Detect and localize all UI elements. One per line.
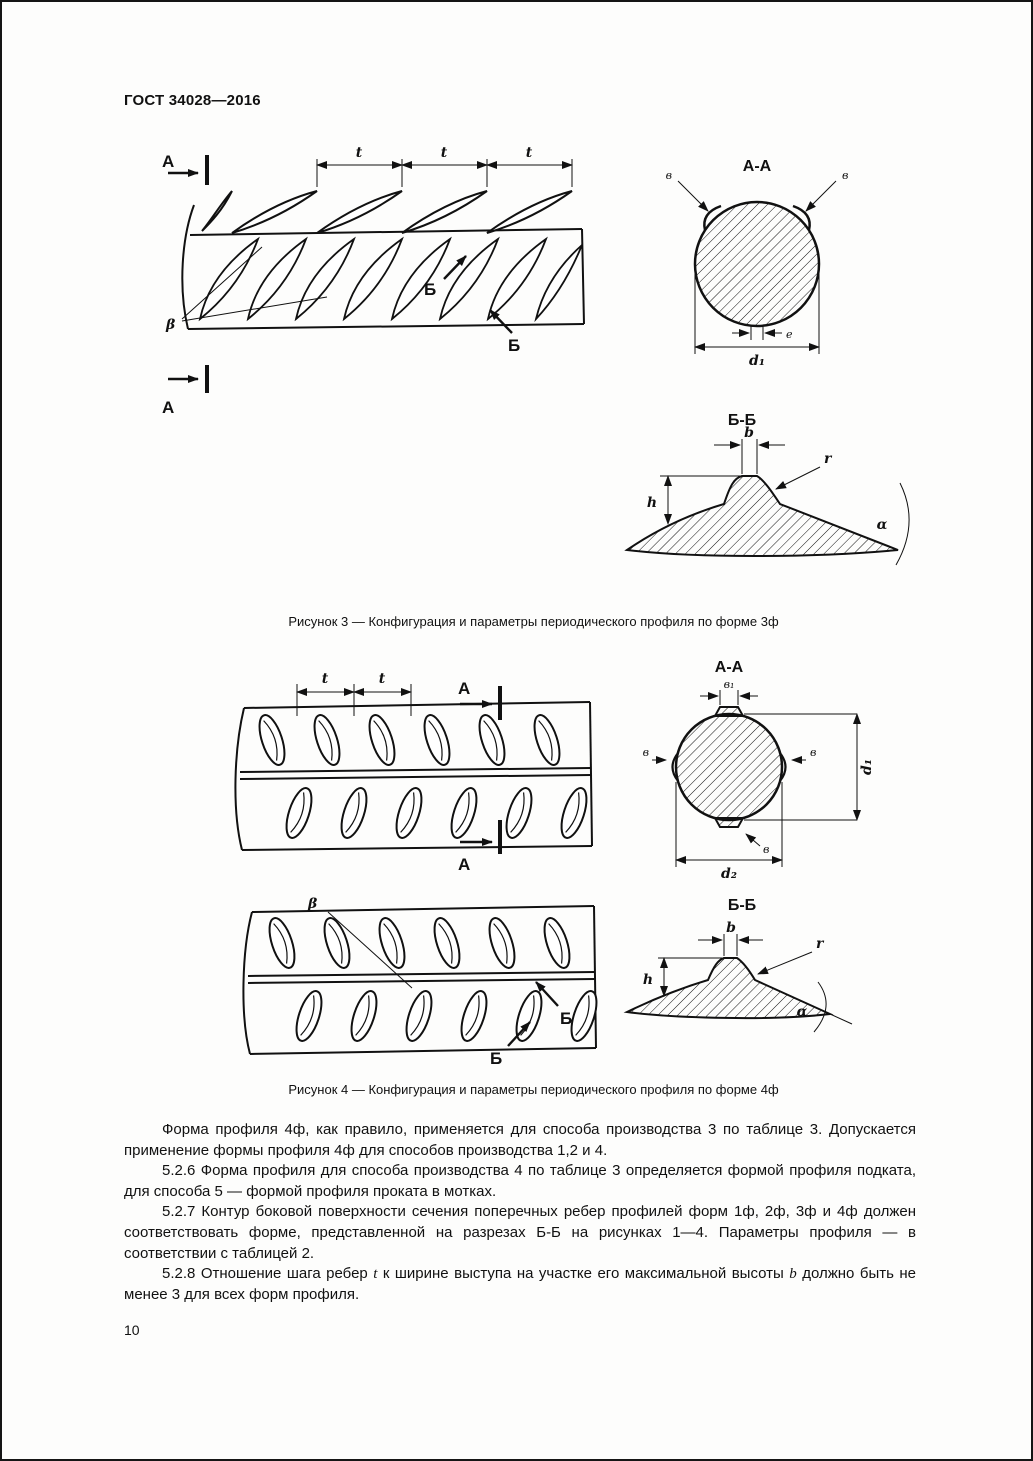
label-beta-fig4: β — [308, 896, 318, 912]
bar-cross-section-fig4 — [676, 714, 782, 820]
paragraph-5-2-8 — [124, 1264, 916, 1305]
label-v-right: в — [842, 169, 849, 182]
label-h-fig3: h — [646, 495, 658, 511]
var-b: b — [789, 1266, 797, 1283]
label-h-fig4: h — [642, 972, 654, 988]
section-marker-a-top — [162, 152, 207, 185]
paragraph-5-2-8-text: 5.2.8 Отношение шага ребер — [162, 1265, 374, 1283]
label-d1-fig3: d₁ — [749, 353, 765, 369]
label-r-fig4: r — [816, 936, 824, 952]
label-b-2: Б — [508, 336, 521, 355]
label-b-2-fig4: Б — [560, 1009, 573, 1028]
label-d1-fig4: d₁ — [859, 759, 875, 775]
label-beta-fig3: β — [166, 317, 176, 333]
section-a-a-title-fig4: А-А — [714, 659, 744, 676]
elliptical-ribs-lower — [281, 785, 591, 841]
var-t: t — [373, 1266, 378, 1283]
label-b-1: Б — [424, 280, 437, 299]
section-b-b-fig4 — [627, 897, 852, 1032]
label-t-3: t — [525, 145, 533, 161]
section-b-b-fig3 — [627, 412, 909, 565]
figure3-drawing — [112, 127, 922, 587]
rebar-side-view-fig4 — [243, 906, 601, 1054]
label-t-4: t — [321, 671, 329, 687]
label-v-right-fig4: в — [810, 746, 817, 759]
document-header: ГОСТ 34028—2016 — [124, 92, 261, 109]
bar-bottom-edge — [188, 324, 584, 329]
label-v1: в₁ — [723, 678, 735, 691]
longitudinal-rib-bottom — [715, 818, 743, 827]
label-r-fig3: r — [824, 451, 832, 467]
label-a-bottom: А — [162, 398, 175, 417]
label-b-1-fig4: Б — [490, 1049, 503, 1068]
page-number: 10 — [124, 1322, 140, 1338]
label-v-left-fig4: в — [642, 746, 649, 759]
elliptical-ribs-lower-2 — [291, 988, 601, 1044]
elliptical-ribs-upper-2 — [264, 915, 574, 971]
section-a-a-fig4 — [643, 659, 875, 882]
paragraph-intro: Форма профиля 4ф, как правило, применяется для способа производства 3 по таблице 3. Допускается применение формы профиля 4ф для способов производства 1,2 и 4. — [124, 1121, 916, 1159]
longitudinal-rib-line — [240, 775, 591, 779]
bar-right-edge — [582, 229, 584, 324]
label-alpha-fig3: α — [876, 517, 888, 533]
label-t-1: t — [355, 145, 363, 161]
dimension-t-fig3 — [317, 145, 572, 187]
top-crescent-ribs — [202, 191, 572, 233]
figure4-caption: Рисунок 4 — Конфигурация и параметры периодического профиля по форме 4ф — [288, 1082, 779, 1097]
paragraph-5-2-6: 5.2.6 Форма профиля для способа производства 4 по таблице 3 определяется формой профиля подката, для способа 5 — формой профиля проката в мотках. — [124, 1162, 916, 1200]
paragraph-5-2-8-text: к ширине выступа на участке его максимальной высоты — [377, 1265, 790, 1283]
section-a-a-fig3 — [666, 158, 849, 369]
label-alpha-fig4: α — [796, 1004, 808, 1020]
figure3-caption: Рисунок 3 — Конфигурация и параметры периодического профиля по форме 3ф — [288, 614, 779, 629]
label-b-dim-fig3: b — [744, 425, 754, 441]
section-marker-a-bottom — [162, 365, 207, 417]
section-b-b-title-fig4: Б-Б — [727, 897, 757, 914]
longitudinal-rib-line — [248, 972, 595, 976]
section-a-a-title: А-А — [742, 158, 772, 175]
longitudinal-rib-top — [715, 707, 743, 716]
label-v-bottom-fig4: в — [763, 843, 770, 856]
label-b-dim-fig4: b — [726, 920, 736, 936]
label-a-top-fig4: А — [458, 679, 471, 698]
bar-cross-section — [695, 202, 819, 326]
rebar-side-view — [182, 191, 584, 329]
label-t-2: t — [440, 145, 448, 161]
rebar-top-view — [235, 702, 592, 850]
label-d2: d₂ — [721, 866, 737, 882]
longitudinal-rib-line — [240, 768, 591, 772]
label-e: е — [786, 328, 793, 341]
label-v-left: в — [665, 169, 672, 182]
body-text — [124, 1120, 916, 1305]
label-a-top: А — [162, 152, 175, 171]
paragraph-5-2-7: 5.2.7 Контур боковой поверхности сечения поперечных ребер профилей форм 1ф, 2ф, 3ф и 4ф должен соответствовать форме, представленной на разрезах Б-Б на рисунках 1—4. Параметры профиля — в соответствии с таблицей 2. — [124, 1203, 916, 1262]
section-b-b-title: Б-Б — [727, 412, 757, 429]
elliptical-ribs-upper — [254, 712, 564, 768]
figure4-drawing — [112, 650, 922, 1080]
dimension-t-fig4 — [297, 671, 411, 716]
paragraph-5-2-8-text: должно быть не менее 3 для всех форм профиля. — [124, 1265, 916, 1303]
longitudinal-rib-line — [248, 979, 595, 983]
label-t-5: t — [378, 671, 386, 687]
bar-top-edge — [190, 229, 582, 235]
label-a-bottom-fig4: А — [458, 855, 471, 874]
alpha-arc — [896, 483, 909, 565]
